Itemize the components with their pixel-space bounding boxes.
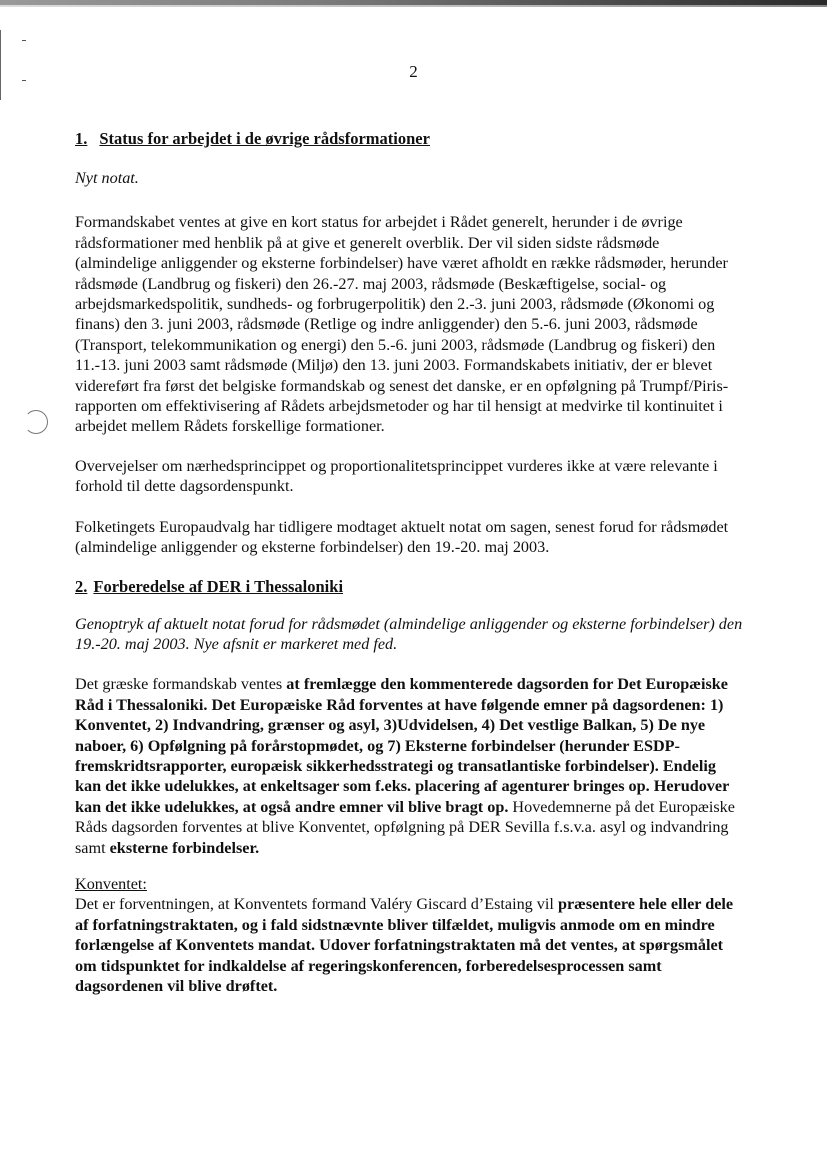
p1-regular-main-topics: Hovedemnerne på det Europæiske Råds dagsorden forventes at blive Konventet, opfølgning på DER Sevilla f.s.v.a. asyl og indvandring samt — [75, 797, 735, 857]
p2-bold-text: præsentere hele eller dele af forfatningstraktaten, og i fald sidstnævnte bliver tilfældet, muligvis anmode om en mindre forlængelse af Konventets mandat. Udover forfatningstraktaten må det ventes, at spørgsmålet om tidspunktet for indkaldelse af regeringskonferencen, forberedelsesprocessen samt dagsordenen vil blive drøftet. — [75, 895, 734, 995]
document-body — [75, 128, 743, 996]
page-number: 2 — [409, 62, 418, 81]
p1-bold-agenda: at fremlægge den kommenterede dagsorden for Det Europæiske Råd i Thessaloniki. Det Europæiske Råd forventes at have følgende emner på dagsordenen: 1) Konventet, 2) Indvandring, grænser og asyl, 3)Udvidelsen, 4) Det vestlige Balkan, 5) De nye naboer, 6) Opfølgning på forårstopmødet, og 7) Eksterne forbindelser (herunder ESDP-fremskridtsrapporter, europæisk sikkerhedsstrategi og transatlantiske forbindelser). Endelig kan det ikke udelukkes, at enkeltsager som f.eks. placering af agenturer bringes op. Herudover kan det ikke udelukkes, at også andre emner vil blive bragt op. — [75, 675, 729, 816]
section-2-note: Genoptryk af aktuelt notat forud for rådsmødet (almindelige anliggender og eksterne forbindelser) den 19.-20. maj 2003. Nye afsnit er markeret med fed. — [75, 614, 743, 653]
p1-regular-start: Det græske formandskab ventes — [75, 675, 287, 694]
section-2-title: Forberedelse af DER i Thessaloniki — [93, 576, 344, 596]
section-2-heading — [75, 576, 743, 598]
punch-hole-mark — [24, 410, 48, 434]
p2-regular-start: Det er forventningen, at Konventets formand Valéry Giscard d’Estaing vil — [75, 895, 558, 914]
scan-edge-shadow — [0, 5, 827, 7]
section-1-number: 1. — [75, 129, 88, 148]
section-1-note: Nyt notat. — [75, 169, 139, 187]
section-1-paragraph-1: Formandskabet ventes at give en kort status for arbejdet i Rådet generelt, herunder i de øvrige rådsformationer med henblik på at give et generelt overblik. Der vil siden sidste rådsmøde (almindelige anliggender og eksterne forbindelser) have været afholdt en række rådsmøder, herunder rådsmøde (Landbrug og fiskeri) den 26.-27. maj 2003, rådsmøde (Beskæftigelse, social- og arbejdsmarkedspolitik, sundheds- og forbrugerpolitik) den 2.-3. juni 2003, rådsmøde (Økonomi og finans) den 3. juni 2003, rådsmøde (Retlige og indre anliggender) den 5.-6. juni 2003, rådsmøde (Transport, telekommunikation og energi) den 5.-6. juni 2003, rådsmøde (Landbrug og fiskeri) den 11.-13. juni 2003 samt rådsmøde (Miljø) den 13. juni 2003. Formandskabets initiativ, der er blevet videreført fra først det belgiske formandskab og senest det danske, er en opfølgning på Trumpf/Piris-rapporten om effektivisering af Rådets arbejdsmetoder og har til hensigt at medvirke til kontinuitet i arbejdet mellem Rådets forskellige formationer. — [75, 213, 729, 436]
section-1-heading — [75, 128, 743, 150]
section-1-paragraph-2: Overvejelser om nærhedsprincippet og proportionalitetsprincippet vurderes ikke at være relevante i forhold til dette dagsordenspunkt. — [75, 456, 718, 496]
p1-bold-external: eksterne forbindelser. — [109, 838, 260, 857]
section-1-title: Status for arbejdet i de øvrige rådsformationer — [99, 129, 430, 148]
konventet-subheading: Konventet: — [75, 874, 147, 893]
scan-mark — [22, 40, 26, 41]
section-1-paragraph-3: Folketingets Europaudvalg har tidligere modtaget aktuelt notat om sagen, senest forud for rådsmødet (almindelige anliggender og eksterne forbindelser) den 19.-20. maj 2003. — [75, 517, 729, 557]
section-2-paragraph-2 — [75, 894, 743, 996]
section-2-paragraph-1 — [75, 674, 743, 858]
section-2-number: 2. — [75, 576, 88, 596]
